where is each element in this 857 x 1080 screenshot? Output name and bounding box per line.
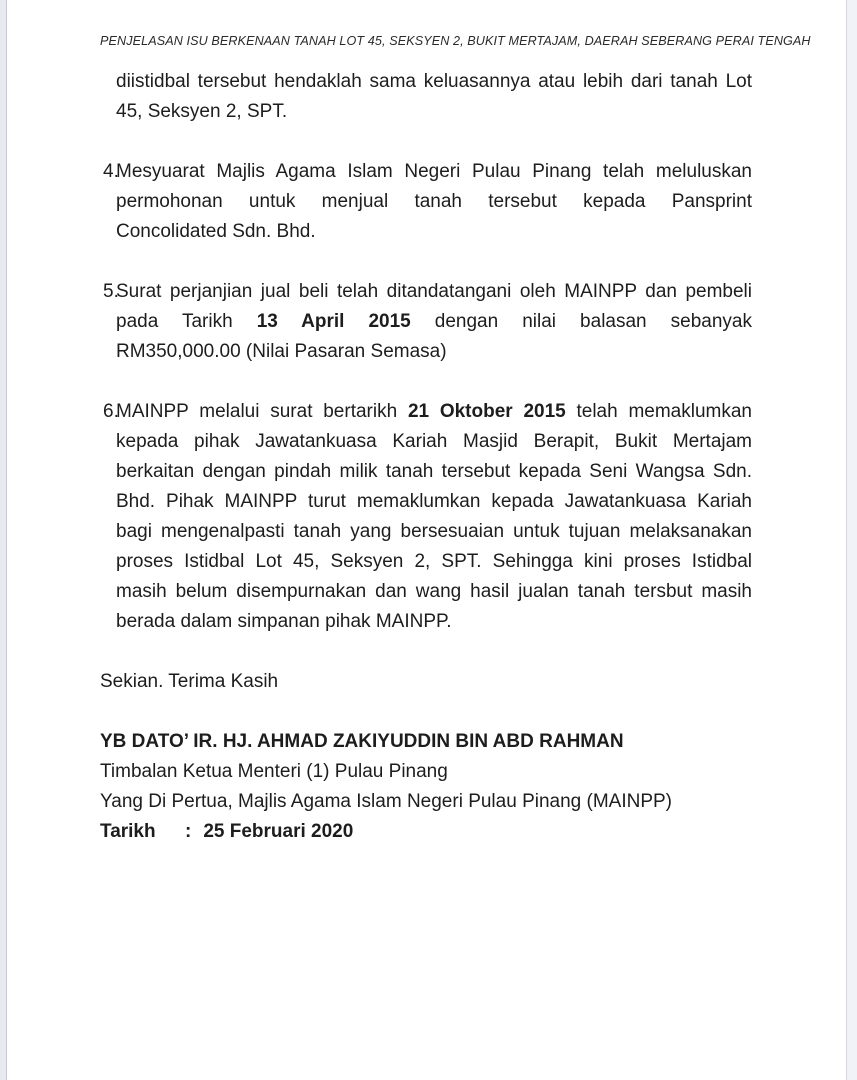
text-line: Concolidated Sdn. Bhd. [116,221,316,242]
document-body [100,0,811,847]
list-item-5 [100,277,752,367]
item-number: 6. [103,401,119,422]
page-edge-left [0,0,7,1080]
item-text [116,277,752,367]
text-line: pada Tarikh 13 April 2015 dengan nilai balasan sebanyak [116,311,752,332]
text-line: Mesyuarat Majlis Agama Islam Negeri Pulau Pinang telah meluluskan [116,161,752,182]
text-line: 45, Seksyen 2, SPT. [116,101,288,122]
date-value: 25 Februari 2020 [203,821,354,842]
date-label: Tarikh [100,821,156,842]
item-number: 4. [103,161,119,182]
page-edge-right [846,0,857,1080]
text-line: MAINPP melalui surat bertarikh 21 Oktober 2015 telah memaklumkan [116,401,752,422]
date-row [100,817,752,847]
text-line: diistidbal tersebut hendaklah sama keluasannya atau lebih dari tanah Lot [116,71,752,92]
text-line: Surat perjanjian jual beli telah ditandatangani oleh MAINPP dan pembeli [116,281,752,302]
text-line: berada dalam simpanan pihak MAINPP. [116,611,452,632]
text-line: RM350,000.00 (Nilai Pasaran Semasa) [116,341,447,362]
item-text [116,397,752,637]
signature-block [100,727,752,847]
signatory-name: YB DATO’ IR. HJ. AHMAD ZAKIYUDDIN BIN ABD RAHMAN [100,731,624,752]
text-line: kepada pihak Jawatankuasa Kariah Masjid Berapit, Bukit Mertajam [116,431,752,452]
date-colon: : [185,821,192,842]
list-item-4 [100,157,752,247]
text-line: bagi mengenalpasti tanah yang bersesuaian untuk tujuan melaksanakan [116,521,752,542]
closing-line: Sekian. Terima Kasih [100,671,279,692]
item-number: 5. [103,281,119,302]
text-line: permohonan untuk menjual tanah tersebut kepada Pansprint [116,191,752,212]
signatory-role-2: Yang Di Pertua, Majlis Agama Islam Negeri Pulau Pinang (MAINPP) [100,791,673,812]
item-text [116,157,752,247]
text-line: proses Istidbal Lot 45, Seksyen 2, SPT. Sehingga kini proses Istidbal [116,551,752,572]
text-line: berkaitan dengan pindah milik tanah tersebut kepada Seni Wangsa Sdn. [116,461,752,482]
page-header-line: PENJELASAN ISU BERKENAAN TANAH LOT 45, SEKSYEN 2, BUKIT MERTAJAM, DAERAH SEBERANG PERAI TENGAH [100,34,811,48]
text-line: masih belum disempurnakan dan wang hasil jualan tanah tersbut masih [116,581,752,602]
list-item-6 [100,397,752,637]
text-line: Bhd. Pihak MAINPP turut memaklumkan kepada Jawatankuasa Kariah [116,491,752,512]
intro-paragraph [100,67,752,127]
signatory-role-1: Timbalan Ketua Menteri (1) Pulau Pinang [100,761,448,782]
